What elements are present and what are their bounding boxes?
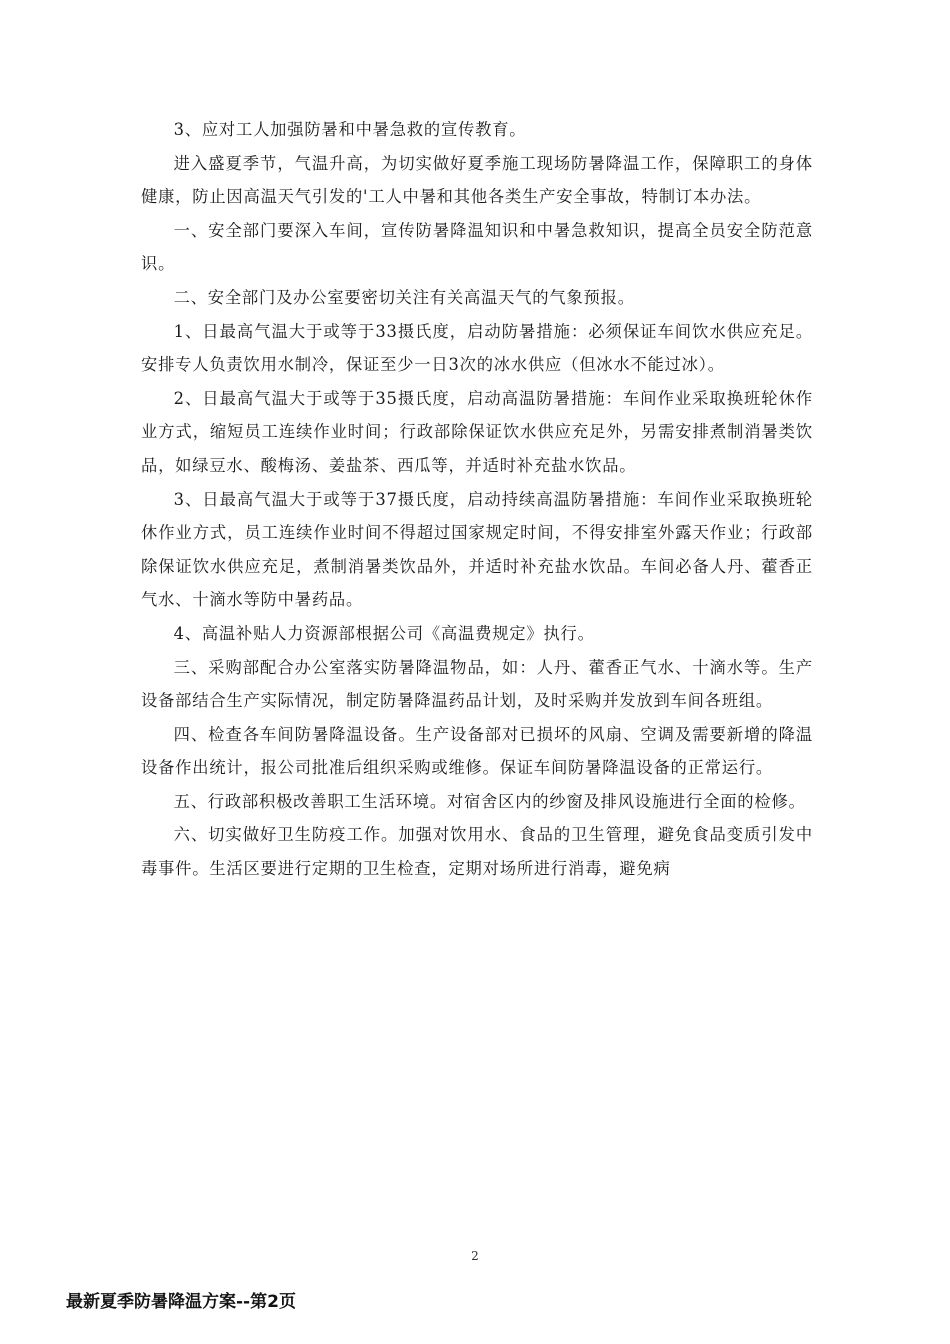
- page-footer: 最新夏季防暑降温方案--第2页: [66, 1292, 296, 1312]
- paragraph: 3、应对工人加强防暑和中暑急救的宣传教育。: [173, 120, 527, 139]
- paragraph: 进入盛夏季节，气温升高，为切实做好夏季施工现场防暑降温工作，保障职工的身体健康，防止因高温天气引发的'工人中暑和其他各类生产安全事故，特制订本办法。: [141, 153, 813, 207]
- paragraph: 四、检查各车间防暑降温设备。生产设备部对已损坏的风扇、空调及需要新增的降温设备作出统计，报公司批准后组织采购或维修。保证车间防暑降温设备的正常运行。: [141, 724, 813, 778]
- paragraph: 2、日最高气温大于或等于35摄氏度，启动高温防暑措施：车间作业采取换班轮休作业方式，缩短员工连续作业时间；行政部除保证饮水供应充足外，另需安排煮制消暑类饮品，如绿豆水、酸梅汤、姜盐茶、西瓜等，并适时补充盐水饮品。: [141, 388, 813, 475]
- paragraph: 一、安全部门要深入车间，宣传防暑降温知识和中暑急救知识，提高全员安全防范意识。: [141, 220, 813, 274]
- paragraph: 1、日最高气温大于或等于33摄氏度，启动防暑措施：必须保证车间饮水供应充足。安排专人负责饮用水制冷，保证至少一日3次的冰水供应（但冰水不能过冰）。: [141, 321, 813, 375]
- paragraph: 六、切实做好卫生防疫工作。加强对饮用水、食品的卫生管理，避免食品变质引发中毒事件。生活区要进行定期的卫生检查，定期对场所进行消毒，避免病: [141, 825, 813, 879]
- page-number: 2: [471, 1249, 479, 1263]
- paragraph: 4、高温补贴人力资源部根据公司《高温费规定》执行。: [173, 623, 595, 643]
- body-text: [141, 113, 813, 886]
- paragraph: 3、日最高气温大于或等于37摄氏度，启动持续高温防暑措施：车间作业采取换班轮休作业方式，员工连续作业时间不得超过国家规定时间，不得安排室外露天作业；行政部除保证饮水供应充足，煮制消暑类饮品外，并适时补充盐水饮品。车间必备人丹、藿香正气水、十滴水等防中暑药品。: [141, 489, 813, 610]
- paragraph: 三、采购部配合办公室落实防暑降温物品，如：人丹、藿香正气水、十滴水等。生产设备部结合生产实际情况，制定防暑降温药品计划，及时采购并发放到车间各班组。: [141, 657, 813, 711]
- paragraph: 五、行政部积极改善职工生活环境。对宿舍区内的纱窗及排风设施进行全面的检修。: [173, 791, 806, 811]
- paragraph: 二、安全部门及办公室要密切关注有关高温天气的气象预报。: [173, 287, 635, 307]
